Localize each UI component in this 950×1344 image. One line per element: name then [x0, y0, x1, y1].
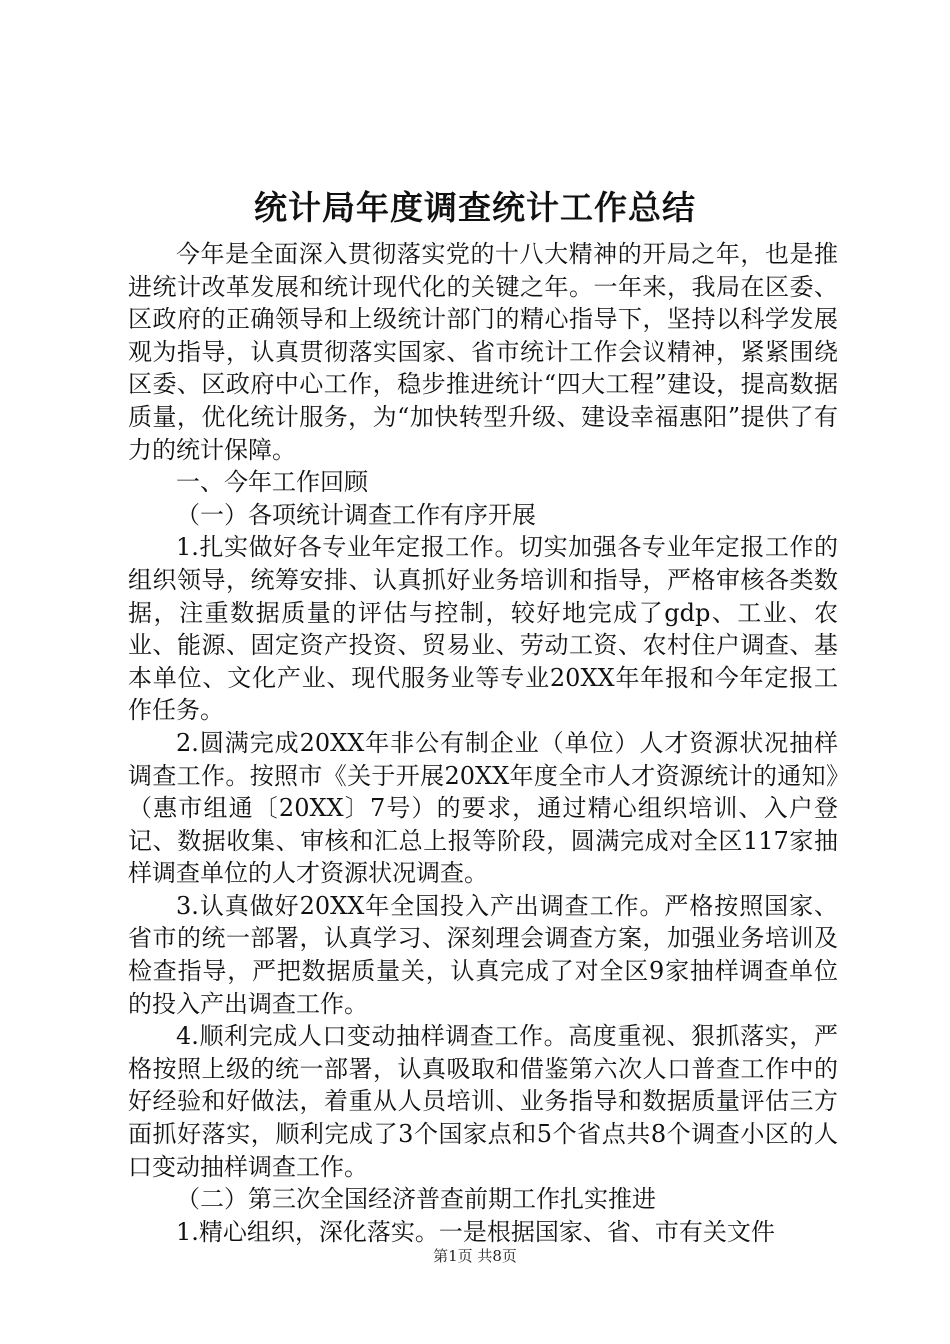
document-body	[128, 238, 838, 1248]
subsection-heading-census: （二）第三次全国经济普查前期工作扎实推进	[176, 1185, 656, 1214]
paragraph-census-item-1: 1.精心组织，深化落实。一是根据国家、省、市有关文件	[176, 1217, 775, 1246]
document-title: 统计局年度调查统计工作总结	[254, 188, 696, 227]
subsection-heading-surveys: （一）各项统计调查工作有序开展	[176, 500, 536, 529]
page-footer: 第1页 共8页	[433, 1247, 517, 1265]
paragraph-item-1: 1.扎实做好各专业年定报工作。切实加强各专业年定报工作的组织领导，统筹安排、认真抓好业务培训和指导，严格审核各类数据，注重数据质量的评估与控制，较好地完成了gdp、工业、农业、能源、固定资产投资、贸易业、劳动工资、农村住户调查、基本单位、文化产业、现代服务业等专业20XX年年报和今年定报工作任务。	[128, 533, 838, 725]
section-heading-review: 一、今年工作回顾	[176, 468, 368, 497]
paragraph-item-4: 4.顺利完成人口变动抽样调查工作。高度重视、狠抓落实，严格按照上级的统一部署，认真吸取和借鉴第六次人口普查工作中的好经验和好做法，着重从人员培训、业务指导和数据质量评估三方面抓好落实，顺利完成了3个国家点和5个省点共8个调查小区的人口变动抽样调查工作。	[128, 1022, 838, 1181]
paragraph-item-2: 2.圆满完成20XX年非公有制企业（单位）人才资源状况抽样调查工作。按照市《关于开展20XX年度全市人才资源统计的通知》（惠市组通〔20XX〕7号）的要求，通过精心组织培训、入户登记、数据收集、审核和汇总上报等阶段，圆满完成对全区117家抽样调查单位的人才资源状况调查。	[128, 728, 838, 888]
paragraph-item-3: 3.认真做好20XX年全国投入产出调查工作。严格按照国家、省市的统一部署，认真学习、深刻理会调查方案，加强业务培训及检查指导，严把数据质量关，认真完成了对全区9家抽样调查单位的投入产出调查工作。	[128, 891, 838, 1018]
intro-paragraph: 今年是全面深入贯彻落实党的十八大精神的开局之年，也是推进统计改革发展和统计现代化的关键之年。一年来，我局在区委、区政府的正确领导和上级统计部门的精心指导下，坚持以科学发展观为指导，认真贯彻落实国家、省市统计工作会议精神，紧紧围绕区委、区政府中心工作，稳步推进统计“四大工程”建设，提高数据质量，优化统计服务，为“加快转型升级、建设幸福惠阳”提供了有力的统计保障。	[128, 240, 838, 464]
